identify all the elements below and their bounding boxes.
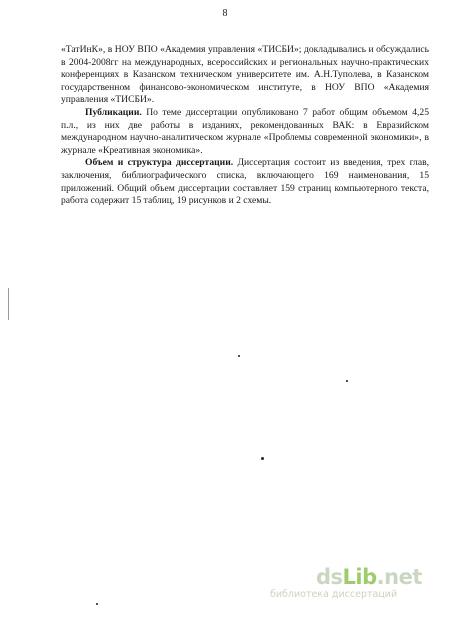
watermark-caption: библиотека диссертаций [270,589,398,600]
structure-text: Диссертация состоит из введения, трех глав, заключения, библиографического списка, включающего 169 наименования, 15 приложений. Общий объем диссертации составляет 159 страниц компьютерного текста, работа содержит 15 таблиц, 19 рисунков и 2 схемы. [61,157,430,207]
body-text [61,44,429,208]
scan-speck [238,355,240,357]
dslib-logo [316,566,440,588]
publications-heading: Публикации. [85,106,142,118]
margin-scan-mark [8,288,9,320]
structure-heading: Объем и структура диссертации. [85,157,234,169]
paragraph-publications [61,107,429,157]
scan-speck [346,380,348,382]
logo-net: .net [376,565,422,589]
scan-speck [261,457,264,460]
paragraph-approbation: «ТатИнК», в НОУ ВПО «Академия управления «ТИСБИ»; докладывались и обсуждались в 2004-2008гг на международных, всероссийских и региональных научно-практических конференциях в Казанском техническом университете им. А.Н.Туполева, в Казанском государственном финансово-экономическом институте, в НОУ ВПО «Академия управления «ТИСБИ». [61,44,429,106]
logo-ds: ds [316,565,343,589]
page-number: 8 [222,8,228,19]
logo-lib: Lib [342,565,377,589]
dslib-watermark [270,566,440,600]
scan-speck [96,603,98,605]
publications-text: По теме диссертации опубликовано 7 работ общим объемом 4,25 п.л., из них две работы в изданиях, рекомендованных ВАК: в Евразийском международном научно-аналитическом журнале «Проблемы современной экономики», в журнале «Креативная экономика». [61,106,429,156]
paragraph-structure [61,157,429,207]
